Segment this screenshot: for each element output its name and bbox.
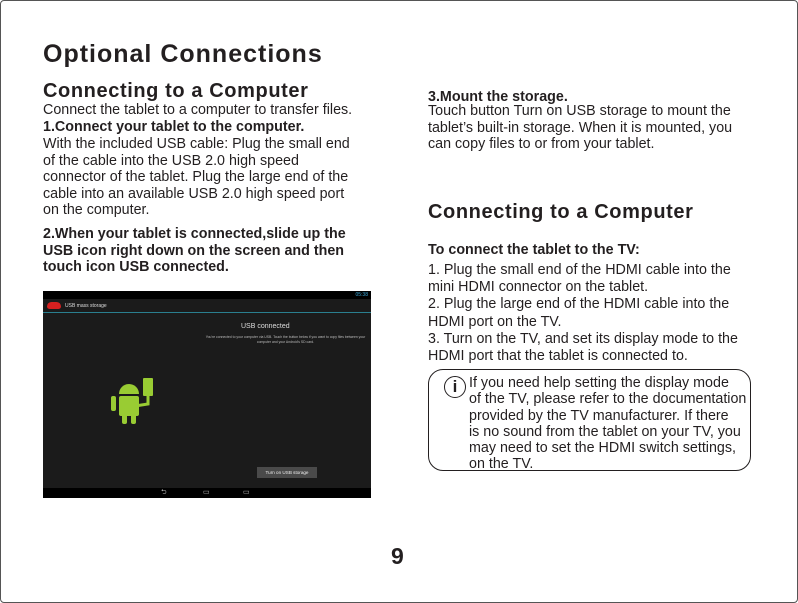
status-bar: [43, 291, 371, 299]
usb-description: You're connected to your computer via USB. Touch the button below if you want to copy files between your computer and your Android's SD card.: [205, 335, 366, 344]
usb-connected-title: USB connected: [241, 323, 290, 330]
left-heading: Connecting to a Computer: [43, 80, 309, 102]
status-time: 05:38: [355, 292, 368, 298]
tablet-screenshot: [43, 291, 371, 498]
action-bar: USB mass storage: [43, 299, 371, 313]
info-text: If you need help setting the display mode of the TV, please refer to the documentation provided by the TV manufacturer. If there is no sound from the tablet on your TV, you may need to set the HDMI switch settings, on the TV.: [469, 375, 747, 473]
right-heading: Connecting to a Computer: [428, 201, 694, 223]
step1-body: With the included USB cable: Plug the small end of the cable into the USB 2.0 high speed connector of the tablet. Plug the large end of the cable into an available USB 2.0 high speed port on the computer.: [43, 136, 350, 219]
step1-title: 1.Connect your tablet to the computer.: [43, 119, 305, 135]
info-box: [428, 369, 751, 471]
info-icon: i: [444, 376, 466, 398]
turn-on-usb-storage-button[interactable]: Turn on USB storage: [257, 467, 317, 478]
step3-title: 3.Mount the storage.: [428, 89, 568, 105]
intro-text: Connect the tablet to a computer to transfer files.: [43, 102, 353, 118]
step3-body: Touch button Turn on USB storage to mount the tablet’s built-in storage. When it is mounted, you can copy files to or from your tablet.: [428, 103, 733, 153]
tv-steps: 1. Plug the small end of the HDMI cable into the mini HDMI connector on the tablet. 2. Plug the large end of the HDMI cable into the HDMI port on the TV. 3. Turn on the TV, and set its display mode to the HDMI port that the tablet is connected to.: [428, 262, 738, 365]
page-title: Optional Connections: [43, 40, 323, 68]
back-icon[interactable]: ⮌: [161, 489, 167, 496]
page-number: 9: [391, 543, 404, 569]
step2-title: 2.When your tablet is connected,slide up the USB icon right down on the screen and then touch icon USB connected.: [43, 226, 346, 276]
nav-bar: [43, 488, 371, 498]
tv-title: To connect the tablet to the TV:: [428, 242, 640, 258]
android-usb-icon: [107, 376, 163, 428]
home-icon[interactable]: ▭: [203, 489, 210, 496]
recents-icon[interactable]: ▭: [243, 489, 250, 496]
